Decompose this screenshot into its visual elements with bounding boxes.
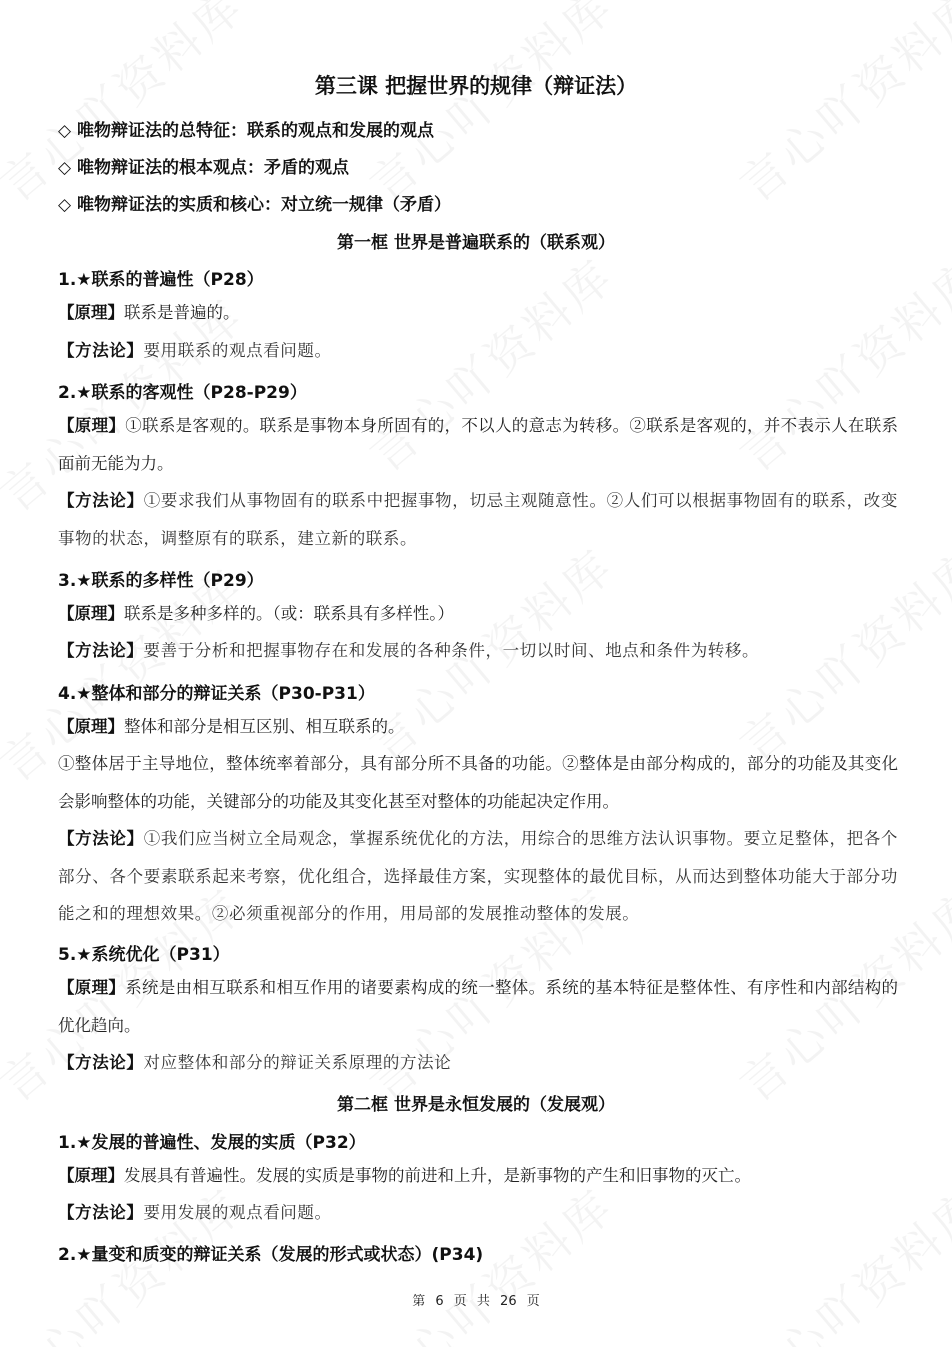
- lesson-title: 第三课 把握世界的规律（辩证法）: [314, 74, 638, 98]
- item-title: 5.★系统优化（P31）: [58, 945, 230, 965]
- principle-label: 【原理】: [58, 604, 124, 623]
- method-paragraph: [58, 482, 898, 557]
- principle-detail-paragraph: ①整体居于主导地位，整体统率着部分，具有部分所不具备的功能。②整体是由部分构成的，部分的功能及其变化会影响整体的功能，关键部分的功能及其变化甚至对整体的功能起决定作用。: [58, 754, 898, 811]
- principle-text: ①联系是客观的。联系是事物本身所固有的，不以人的意志为转移。②联系是客观的，并不表示人在联系面前无能为力。: [58, 416, 899, 473]
- item-title: 3.★联系的多样性（P29）: [58, 571, 264, 591]
- principle-label: 【原理】: [58, 978, 126, 997]
- principle-label: 【原理】: [58, 303, 124, 322]
- method-text: 要用发展的观点看问题。: [143, 1203, 332, 1222]
- method-label: 【方法论】: [58, 491, 144, 510]
- method-label: 【方法论】: [58, 341, 144, 360]
- method-label: 【方法论】: [58, 1203, 144, 1222]
- method-paragraph: [58, 332, 898, 370]
- method-paragraph: [58, 1194, 898, 1232]
- principle-paragraph: [58, 294, 898, 332]
- principle-text: 发展具有普遍性。发展的实质是事物的前进和上升，是新事物的产生和旧事物的灭亡。: [124, 1166, 751, 1185]
- method-text: 要用联系的观点看问题。: [143, 341, 332, 360]
- item-title: 1.★联系的普遍性（P28）: [58, 270, 264, 290]
- item-title: 2.★量变和质变的辩证关系（发展的形式或状态）(P34): [58, 1245, 484, 1265]
- principle-label: 【原理】: [58, 1166, 124, 1185]
- watermark: [354, 0, 626, 215]
- method-text: ①要求我们从事物固有的联系中把握事物，切忌主观随意性。②人们可以根据事物固有的联系，改变事物的状态，调整原有的联系，建立新的联系。: [58, 491, 898, 548]
- principle-paragraph: [58, 407, 898, 482]
- summary-bullet: ◇ 唯物辩证法的实质和核心：对立统一规律（矛盾）: [58, 195, 451, 215]
- principle-text: 联系是多种多样的。（或：联系具有多样性。）: [124, 604, 454, 623]
- frame-title: 第二框 世界是永恒发展的（发展观）: [337, 1095, 615, 1115]
- page-footer: 第 6 页 共 26 页: [412, 1294, 540, 1309]
- method-text: 对应整体和部分的辩证关系原理的方法论: [143, 1053, 452, 1072]
- summary-bullet: ◇ 唯物辩证法的总特征：联系的观点和发展的观点: [58, 121, 434, 141]
- principle-paragraph: [58, 595, 898, 633]
- method-paragraph: [58, 632, 898, 670]
- principle-text: 系统是由相互联系和相互作用的诸要素构成的统一整体。系统的基本特征是整体性、有序性和内部结构的优化趋向。: [58, 978, 899, 1035]
- principle-text: 整体和部分是相互区别、相互联系的。: [124, 717, 405, 736]
- principle-label: 【原理】: [58, 717, 124, 736]
- item-title: 2.★联系的客观性（P28-P29）: [58, 383, 307, 403]
- summary-bullet: ◇ 唯物辩证法的根本观点：矛盾的观点: [58, 158, 349, 178]
- principle-label: 【原理】: [58, 416, 126, 435]
- watermark: [0, 0, 256, 215]
- principle-paragraph: [58, 969, 898, 1044]
- principle-text: 联系是普遍的。: [124, 303, 240, 322]
- method-label: 【方法论】: [58, 641, 144, 660]
- method-paragraph: [58, 820, 898, 933]
- method-text: ①我们应当树立全局观念，掌握系统优化的方法，用综合的思维方法认识事物。要立足整体，把各个部分、各个要素联系起来考察，优化组合，选择最佳方案，实现整体的最优目标，从而达到整体功能大于部分功能之和的理想效果。②必须重视部分的作用，用局部的发展推动整体的发展。: [58, 829, 898, 923]
- item-title: 1.★发展的普遍性、发展的实质（P32）: [58, 1133, 366, 1153]
- method-text: 要善于分析和把握事物存在和发展的各种条件，一切以时间、地点和条件为转移。: [143, 641, 760, 660]
- frame-title: 第一框 世界是普遍联系的（联系观）: [337, 233, 615, 253]
- method-label: 【方法论】: [58, 1053, 144, 1072]
- item-title: 4.★整体和部分的辩证关系（P30-P31）: [58, 684, 375, 704]
- watermark: [724, 0, 952, 215]
- principle-paragraph: [58, 708, 898, 746]
- method-paragraph: [58, 1044, 898, 1082]
- principle-paragraph: [58, 1157, 898, 1195]
- method-label: 【方法论】: [58, 829, 144, 848]
